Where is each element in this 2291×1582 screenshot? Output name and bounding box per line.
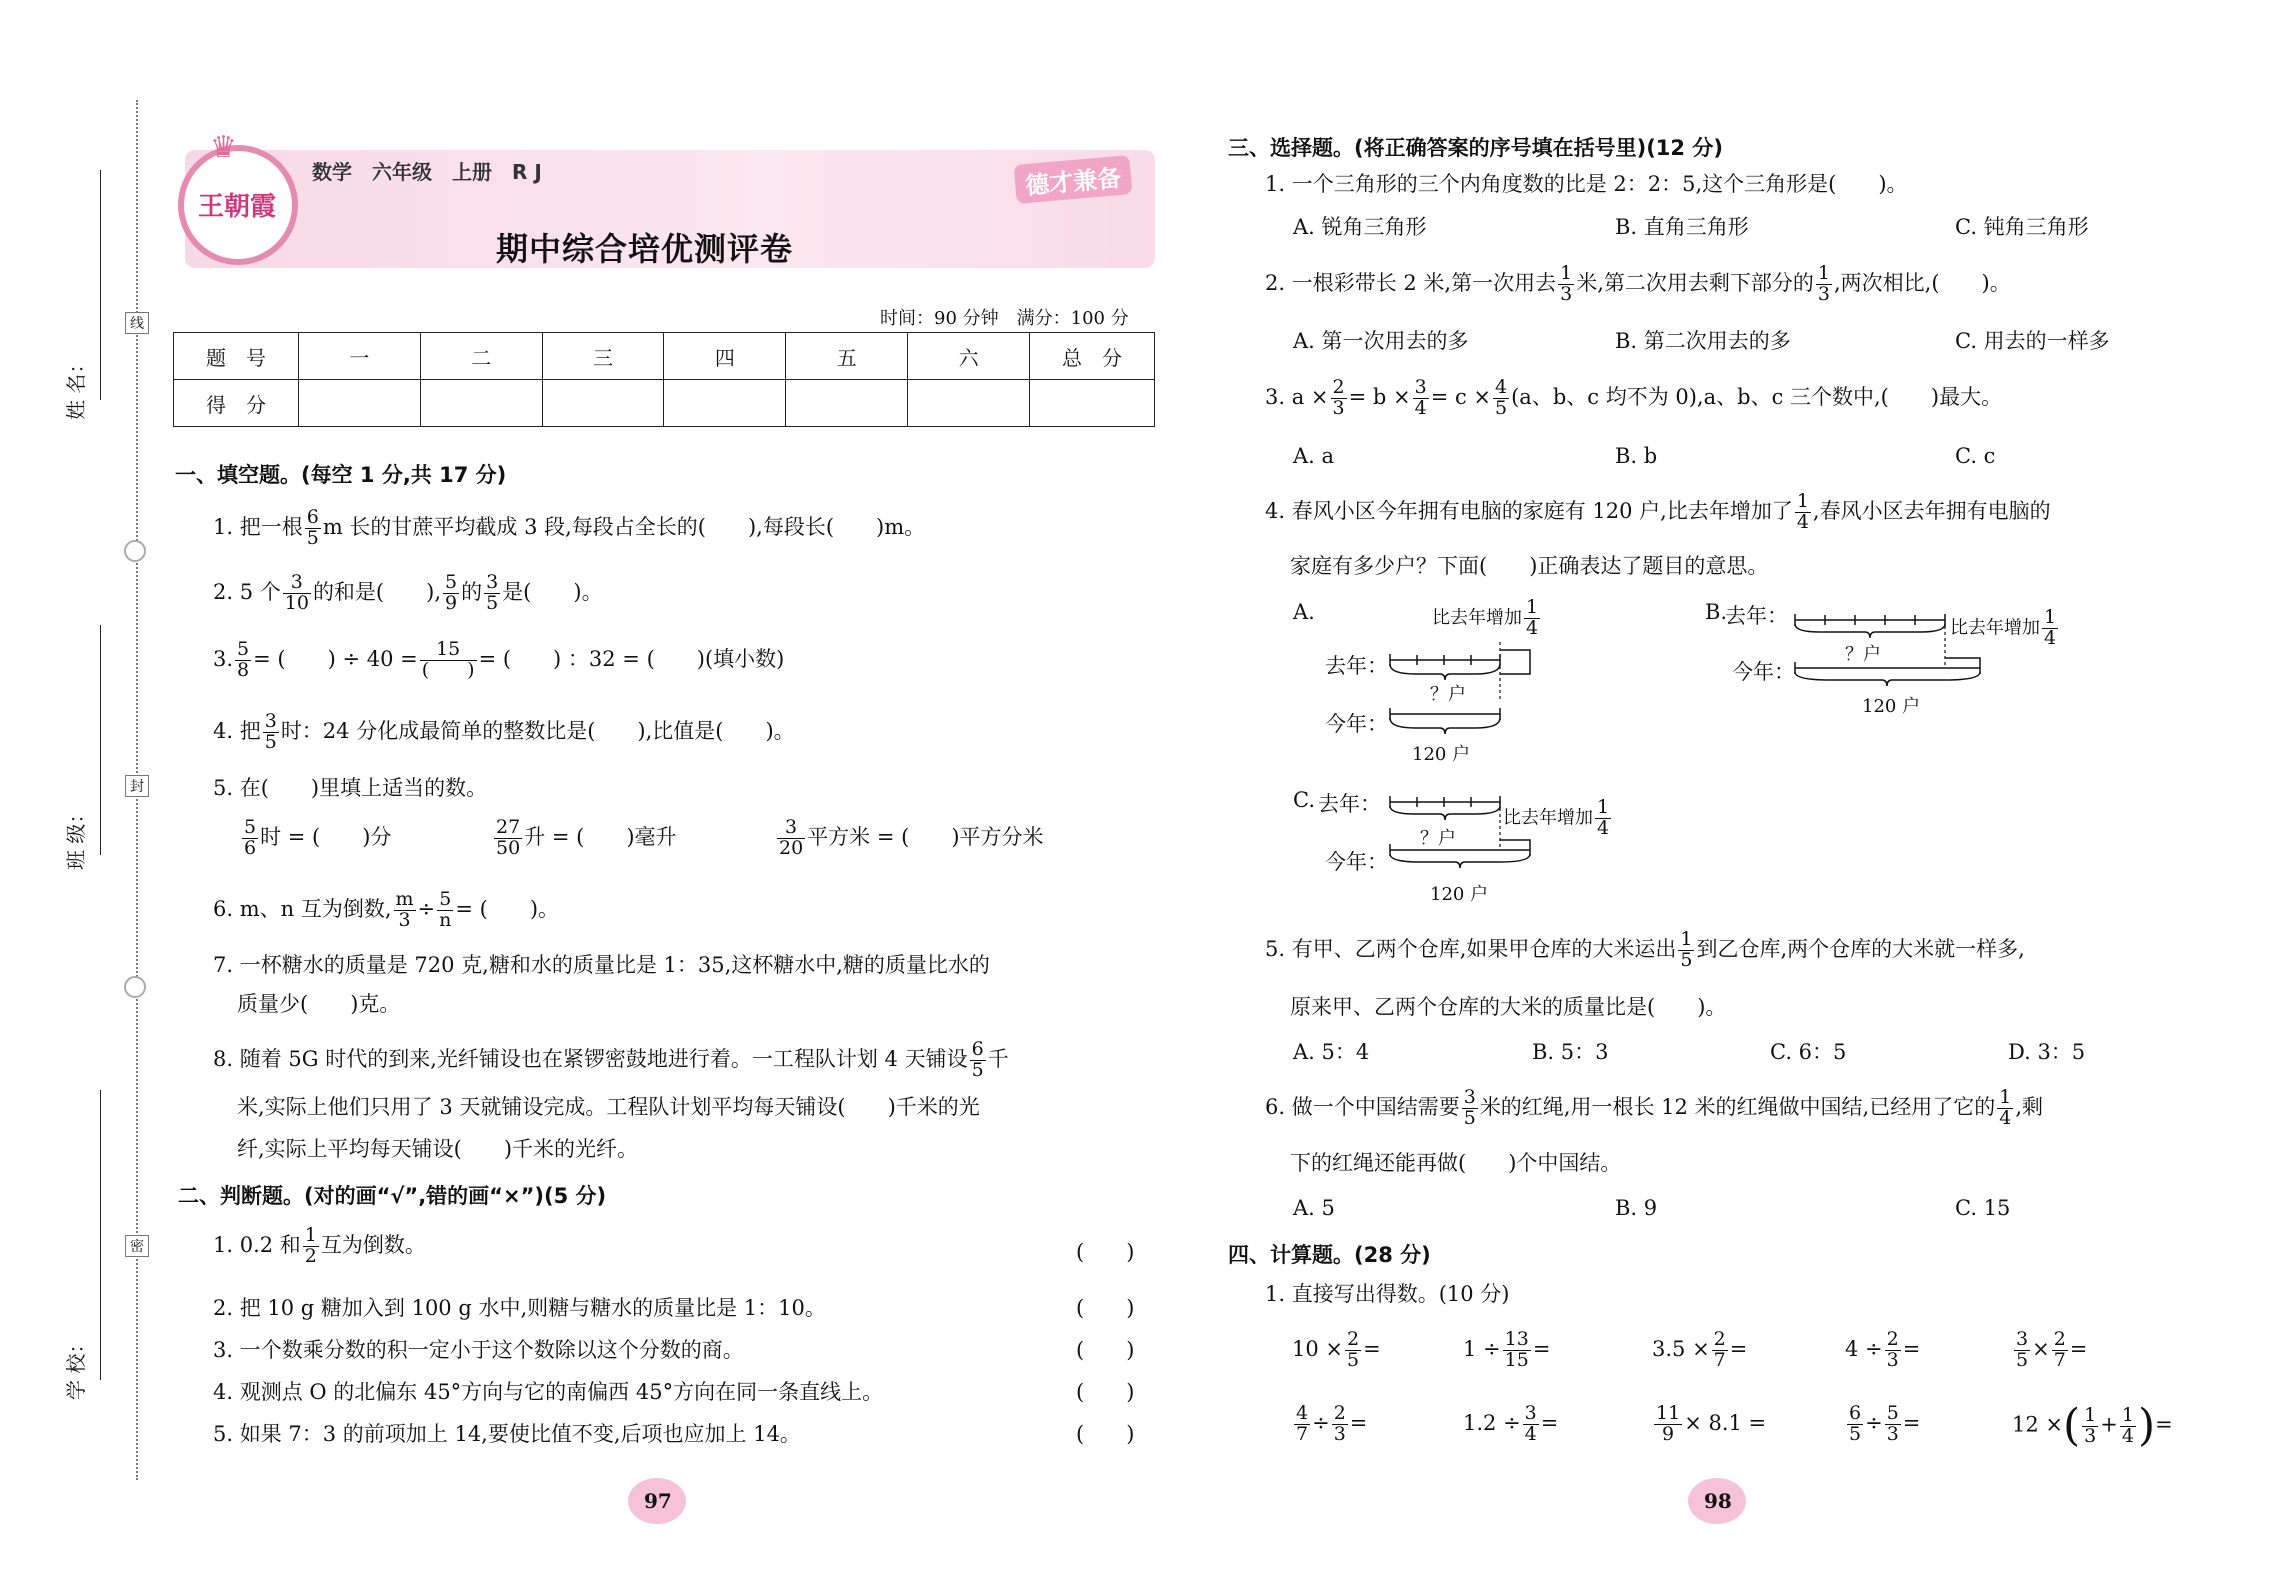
choice-q1: 1. 一个三角形的三个内角度数的比是 2：2：5,这个三角形是( )。 [1265,172,1908,196]
q-text: 到乙仓库,两个仓库的大米就一样多, [1696,936,2025,961]
fraction: $\frac{2}{3}$ [1332,376,1345,419]
fraction: $\frac{1}{2}$ [304,1224,317,1267]
score-header: 六 [908,333,1030,380]
fraction: $\frac{2}{7}$ [2053,1328,2066,1371]
fraction: $\frac{4}{5}$ [1495,376,1508,419]
fraction: $\frac{5}{8}$ [237,638,250,681]
q-text: 平方米 = ( )平方分米 [807,824,1044,849]
calc-q1: 1. 直接写出得数。(10 分) [1265,1282,1510,1306]
fill-q5-b [492,818,677,859]
right-paren: ) [2137,1400,2156,1451]
diagram-c-last-year: 去年： [1318,792,1381,816]
choice-q6-line1 [1265,1088,2043,1129]
diagram-c-increase [1503,798,1613,839]
exam-meta: 时间：90 分钟 满分：100 分 [880,308,1129,329]
section-3-title: 三、选择题。(将正确答案的序号填在括号里)(12 分) [1228,136,1723,160]
diagram-b-label: B. [1705,600,1728,624]
page-number-right: 98 [1704,1489,1732,1513]
fraction: $\frac{3}{5}$ [264,710,277,753]
q-text: = b × [1348,384,1411,409]
q-text: 1. 把一根 [213,514,303,539]
fraction: $\frac{5}{6}$ [244,816,257,859]
diagram-b-count: 120 户 [1862,696,1921,717]
choice-q2 [1265,264,2011,305]
calc-expr [1463,1404,1558,1445]
q-text: = [1363,1336,1381,1361]
fraction: $\frac{2}{5}$ [1347,1328,1360,1371]
diagram-c-count: 120 户 [1430,884,1489,905]
fraction: $\frac{1}{4}$ [1597,796,1610,839]
fraction: $\frac{6}{5}$ [306,506,319,549]
q-text: 8. 随着 5G 时代的到来,光纤铺设也在紧锣密鼓地进行着。一工程队计划 4 天铺设 [213,1046,968,1071]
q-text: (a、b、c 均不为 0),a、b、c 三个数中,( )最大。 [1511,384,2003,409]
fraction: $\frac{1}{3}$ [1560,262,1573,305]
q-text: 4. 春风小区今年拥有电脑的家庭有 120 户,比去年增加了 [1265,498,1793,523]
fraction: $\frac{5}{3}$ [1886,1402,1899,1445]
calc-expr [1463,1330,1550,1371]
q-text: = [1729,1336,1748,1361]
calc-expr [1845,1330,1920,1371]
choice-q1-c[interactable]: C. 钝角三角形 [1955,215,2089,239]
q-text: 2. 5 个 [213,579,281,604]
q-text: 比去年增加 [1432,607,1522,629]
calc-expr [1845,1404,1920,1445]
class-label: 班 级： [64,803,88,870]
q-text: = [1540,1410,1559,1435]
fraction: $\frac{3}{5}$ [1463,1086,1476,1129]
fraction: $\frac{2}{3}$ [1333,1402,1346,1445]
fraction: $\frac{27}{50}$ [496,816,521,859]
choice-q6-a[interactable]: A. 5 [1293,1196,1335,1220]
fraction: $\frac{15}{( )}$ [421,638,475,681]
q-text: 6. 做一个中国结需要 [1265,1094,1460,1119]
diagram-b-last-year: 去年： [1725,604,1788,628]
calc-expr [1652,1404,1766,1445]
fraction: $\frac{13}{15}$ [1504,1328,1529,1371]
fraction: $\frac{6}{5}$ [1849,1402,1862,1445]
fraction: $\frac{1}{4}$ [2044,606,2057,649]
choice-q5-a[interactable]: A. 5：4 [1293,1040,1370,1064]
judge-q1 [213,1226,426,1267]
fill-q6 [213,890,559,931]
fraction: $\frac{1}{4}$ [1526,596,1539,639]
judge-answer-q2[interactable]: ( ) [1076,1296,1135,1320]
calc-expr [2012,1330,2087,1371]
q-text: × [2032,1336,2050,1361]
diagram-a-bars [1380,622,1580,737]
q-text: 米,第二次用去剩下部分的 [1576,270,1814,295]
q-text: ÷ [1312,1410,1330,1435]
choice-q4-line1 [1265,492,2051,533]
choice-q2-a[interactable]: A. 第一次用去的多 [1293,329,1469,353]
score-header: 一 [299,333,421,380]
score-row-label: 得 分 [174,380,299,427]
q-text: 2. 一根彩带长 2 米,第一次用去 [1265,270,1557,295]
judge-answer-q3[interactable]: ( ) [1076,1338,1135,1362]
q-text: + [2100,1412,2118,1437]
choice-q5-b[interactable]: B. 5：3 [1532,1040,1609,1064]
q-text: 时：24 分化成最简单的整数比是( ),比值是( )。 [280,718,795,743]
q-text: 3. a × [1265,384,1329,409]
q-text: = c × [1430,384,1492,409]
score-table [173,332,1155,427]
fraction: $\frac{3}{20}$ [779,816,804,859]
diagram-c-label: C. [1293,788,1315,812]
section-2-title: 二、判断题。(对的画“√”,错的画“×”)(5 分) [178,1184,607,1208]
choice-q1-b[interactable]: B. 直角三角形 [1615,215,1749,239]
fill-q8-line2: 米,实际上他们只用了 3 天就铺设完成。工程队计划平均每天铺设( )千米的光 [237,1095,980,1119]
fraction: $\frac{1}{3}$ [1817,262,1830,305]
q-text: 米的红绳,用一根长 12 米的红绳做中国结,已经用了它的 [1479,1094,1996,1119]
fraction: $\frac{5}{n}$ [439,888,452,931]
score-header: 二 [420,333,542,380]
score-cell[interactable] [420,380,542,427]
fraction: $\frac{3}{4}$ [1524,1402,1537,1445]
fill-q5-c [775,818,1044,859]
choice-q3-a[interactable]: A. a [1293,444,1335,468]
q-text: = ( ) ÷ 40 = [253,646,418,671]
score-cell[interactable] [908,380,1030,427]
q-text: 5. 有甲、乙两个仓库,如果甲仓库的大米运出 [1265,936,1677,961]
choice-q6-line2: 下的红绳还能再做( )个中国结。 [1290,1151,1622,1175]
choice-q3-b[interactable]: B. b [1615,444,1658,468]
diagram-a-increase [1432,598,1542,639]
q-text: 10 × [1292,1336,1343,1361]
q-text: ÷ [1865,1410,1883,1435]
diagram-b-unknown: ？户 [1845,644,1881,665]
q-text: 6. m、n 互为倒数, [213,896,392,921]
choice-q6-c[interactable]: C. 15 [1955,1196,2011,1220]
q-text: 的 [461,579,483,604]
fraction: $\frac{m}{3}$ [395,888,414,931]
page-title: 期中综合培优测评卷 [496,230,794,268]
diagram-a-this-year: 今年： [1325,712,1388,736]
score-header: 三 [542,333,664,380]
logo-crown-icon: ♛ [210,130,237,165]
q-text: 3.5 × [1652,1336,1710,1361]
score-header: 总 分 [1030,333,1155,380]
fill-q7-line2: 质量少( )克。 [237,992,401,1016]
judge-q2: 2. 把 10 g 糖加入到 100 g 水中,则糖与糖水的质量比是 1：10。 [213,1296,826,1320]
q-text: = [1349,1410,1368,1435]
q-text: 3. [213,646,234,671]
calc-expr [2012,1400,2173,1451]
choice-q2-b[interactable]: B. 第二次用去的多 [1615,329,1791,353]
choice-q6-b[interactable]: B. 9 [1615,1196,1658,1220]
choice-q1-a[interactable]: A. 锐角三角形 [1293,215,1427,239]
q-text: 的和是( ), [312,579,441,604]
q-text: = ( )。 [455,896,560,921]
section-4-title: 四、计算题。(28 分) [1228,1243,1431,1267]
fraction: $\frac{2}{3}$ [1886,1328,1899,1371]
left-paren: ( [2063,1400,2081,1451]
diagram-b-this-year: 今年： [1732,660,1795,684]
score-cell[interactable] [1030,380,1155,427]
fraction: $\frac{5}{9}$ [445,571,458,614]
fraction: $\frac{1}{5}$ [1680,928,1693,971]
q-text: 1 ÷ [1463,1336,1501,1361]
seal-line-label: 线 [125,312,149,334]
choice-q5-d[interactable]: D. 3：5 [2008,1040,2086,1064]
fill-q8-line1 [213,1040,1009,1081]
judge-answer-q5[interactable]: ( ) [1076,1422,1135,1446]
q-text: ÷ [417,896,436,921]
calc-expr [1292,1330,1381,1371]
fraction: $\frac{6}{5}$ [971,1038,984,1081]
binding-ring [124,540,146,562]
q-text: = [1532,1336,1551,1361]
judge-answer-q1[interactable]: ( ) [1076,1240,1135,1264]
diagram-c-unknown: ？户 [1420,828,1456,849]
q-text: m 长的甘蔗平均截成 3 段,每段占全长的( ),每段长( )m。 [322,514,926,539]
fraction: $\frac{3}{5}$ [2016,1328,2029,1371]
q-text: 比去年增加 [1950,617,2040,639]
q-text: ,两次相比,( )。 [1833,270,2011,295]
fill-q7-line1: 7. 一杯糖水的质量是 720 克,糖和水的质量比是 1：35,这杯糖水中,糖的质量比水的 [213,953,990,977]
judge-q4: 4. 观测点 O 的北偏东 45°方向与它的南偏西 45°方向在同一条直线上。 [213,1380,884,1404]
seal-seal-label: 封 [125,775,149,797]
choice-q5-line1 [1265,930,2025,971]
choice-q2-c[interactable]: C. 用去的一样多 [1955,329,2110,353]
q-text: 4 ÷ [1845,1336,1883,1361]
q-text: 12 × [2012,1412,2063,1437]
diagram-a-count: 120 户 [1412,744,1471,765]
calc-expr [1652,1330,1747,1371]
page-number-left: 97 [644,1489,672,1513]
fraction: $\frac{11}{9}$ [1656,1402,1681,1445]
binding-ring [124,976,146,998]
q-text: 4. 把 [213,718,261,743]
fill-q4 [213,712,795,753]
score-header: 题 号 [174,333,299,380]
q-text: 1.2 ÷ [1463,1410,1521,1435]
diagram-a-label: A. [1293,600,1315,624]
fraction: $\frac{3}{5}$ [486,571,499,614]
score-cell[interactable] [542,380,664,427]
q-text: 1. 0.2 和 [213,1232,301,1257]
fraction: $\frac{1}{4}$ [1999,1086,2012,1129]
school-field[interactable] [100,1090,101,1380]
diagram-b-increase [1950,608,2060,649]
q-text: × 8.1 = [1684,1410,1767,1435]
fraction: $\frac{1}{4}$ [2121,1403,2134,1447]
judge-answer-q4[interactable]: ( ) [1076,1380,1135,1404]
score-header: 四 [664,333,786,380]
q-text: 时 = ( )分 [260,824,392,849]
choice-q5-c[interactable]: C. 6：5 [1770,1040,1847,1064]
q-text: 比去年增加 [1503,807,1593,829]
score-cell[interactable] [664,380,786,427]
section-1-title: 一、填空题。(每空 1 分,共 17 分) [175,463,507,487]
subject-line: 数学 六年级 上册 R J [312,160,542,184]
fraction: $\frac{2}{7}$ [1713,1328,1726,1371]
brand-name: 王朝霞 [198,192,277,222]
choice-q4-line2: 家庭有多少户？下面( )正确表达了题目的意思。 [1290,554,1769,578]
seal-secret-label: 密 [125,1235,149,1257]
diagram-a-unknown: ？户 [1430,684,1466,705]
q-text: ,剩 [2015,1094,2044,1119]
q-text: 互为倒数。 [320,1232,426,1257]
choice-q5-line2: 原来甲、乙两个仓库的大米的质量比是( )。 [1290,995,1727,1019]
school-label: 学 校： [64,1333,88,1400]
name-label: 姓 名： [64,353,88,420]
score-cell[interactable] [786,380,908,427]
choice-q3 [1265,378,2002,419]
score-cell[interactable] [299,380,421,427]
diagram-a-last-year: 去年： [1325,654,1388,678]
fraction: $\frac{3}{4}$ [1414,376,1427,419]
class-field[interactable] [100,625,101,855]
fraction: $\frac{4}{7}$ [1296,1402,1309,1445]
calc-expr [1292,1404,1367,1445]
q-text: = [2155,1412,2173,1437]
fraction: $\frac{3}{10}$ [284,571,309,614]
fill-q8-line3: 纤,实际上平均每天铺设( )千米的光纤。 [237,1137,639,1161]
q-text: = [1902,1410,1921,1435]
score-header: 五 [786,333,908,380]
judge-q5: 5. 如果 7：3 的前项加上 14,要使比值不变,后项也应加上 14。 [213,1422,801,1446]
diagram-c-this-year: 今年： [1325,850,1388,874]
fill-q3 [213,640,784,681]
choice-q3-c[interactable]: C. c [1955,444,1996,468]
q-text: 是( )。 [502,579,603,604]
name-field[interactable] [100,170,101,400]
q-text: = [2069,1336,2088,1361]
judge-q3: 3. 一个数乘分数的积一定小于这个数除以这个分数的商。 [213,1338,744,1362]
q-text: 千 [987,1046,1009,1071]
fraction: $\frac{1}{3}$ [2084,1403,2097,1447]
q-text: = ( ) ：32 = ( )(填小数) [478,646,785,671]
fill-q2 [213,573,603,614]
motto-badge: 德才兼备 [1014,155,1133,204]
q-text: = [1902,1336,1921,1361]
q-text: 升 = ( )毫升 [524,824,677,849]
fill-q1 [213,508,925,549]
fill-q5: 5. 在( )里填上适当的数。 [213,776,488,800]
fraction: $\frac{1}{4}$ [1796,490,1809,533]
q-text: ,春风小区去年拥有电脑的 [1812,498,2051,523]
fill-q5-a [240,818,391,859]
